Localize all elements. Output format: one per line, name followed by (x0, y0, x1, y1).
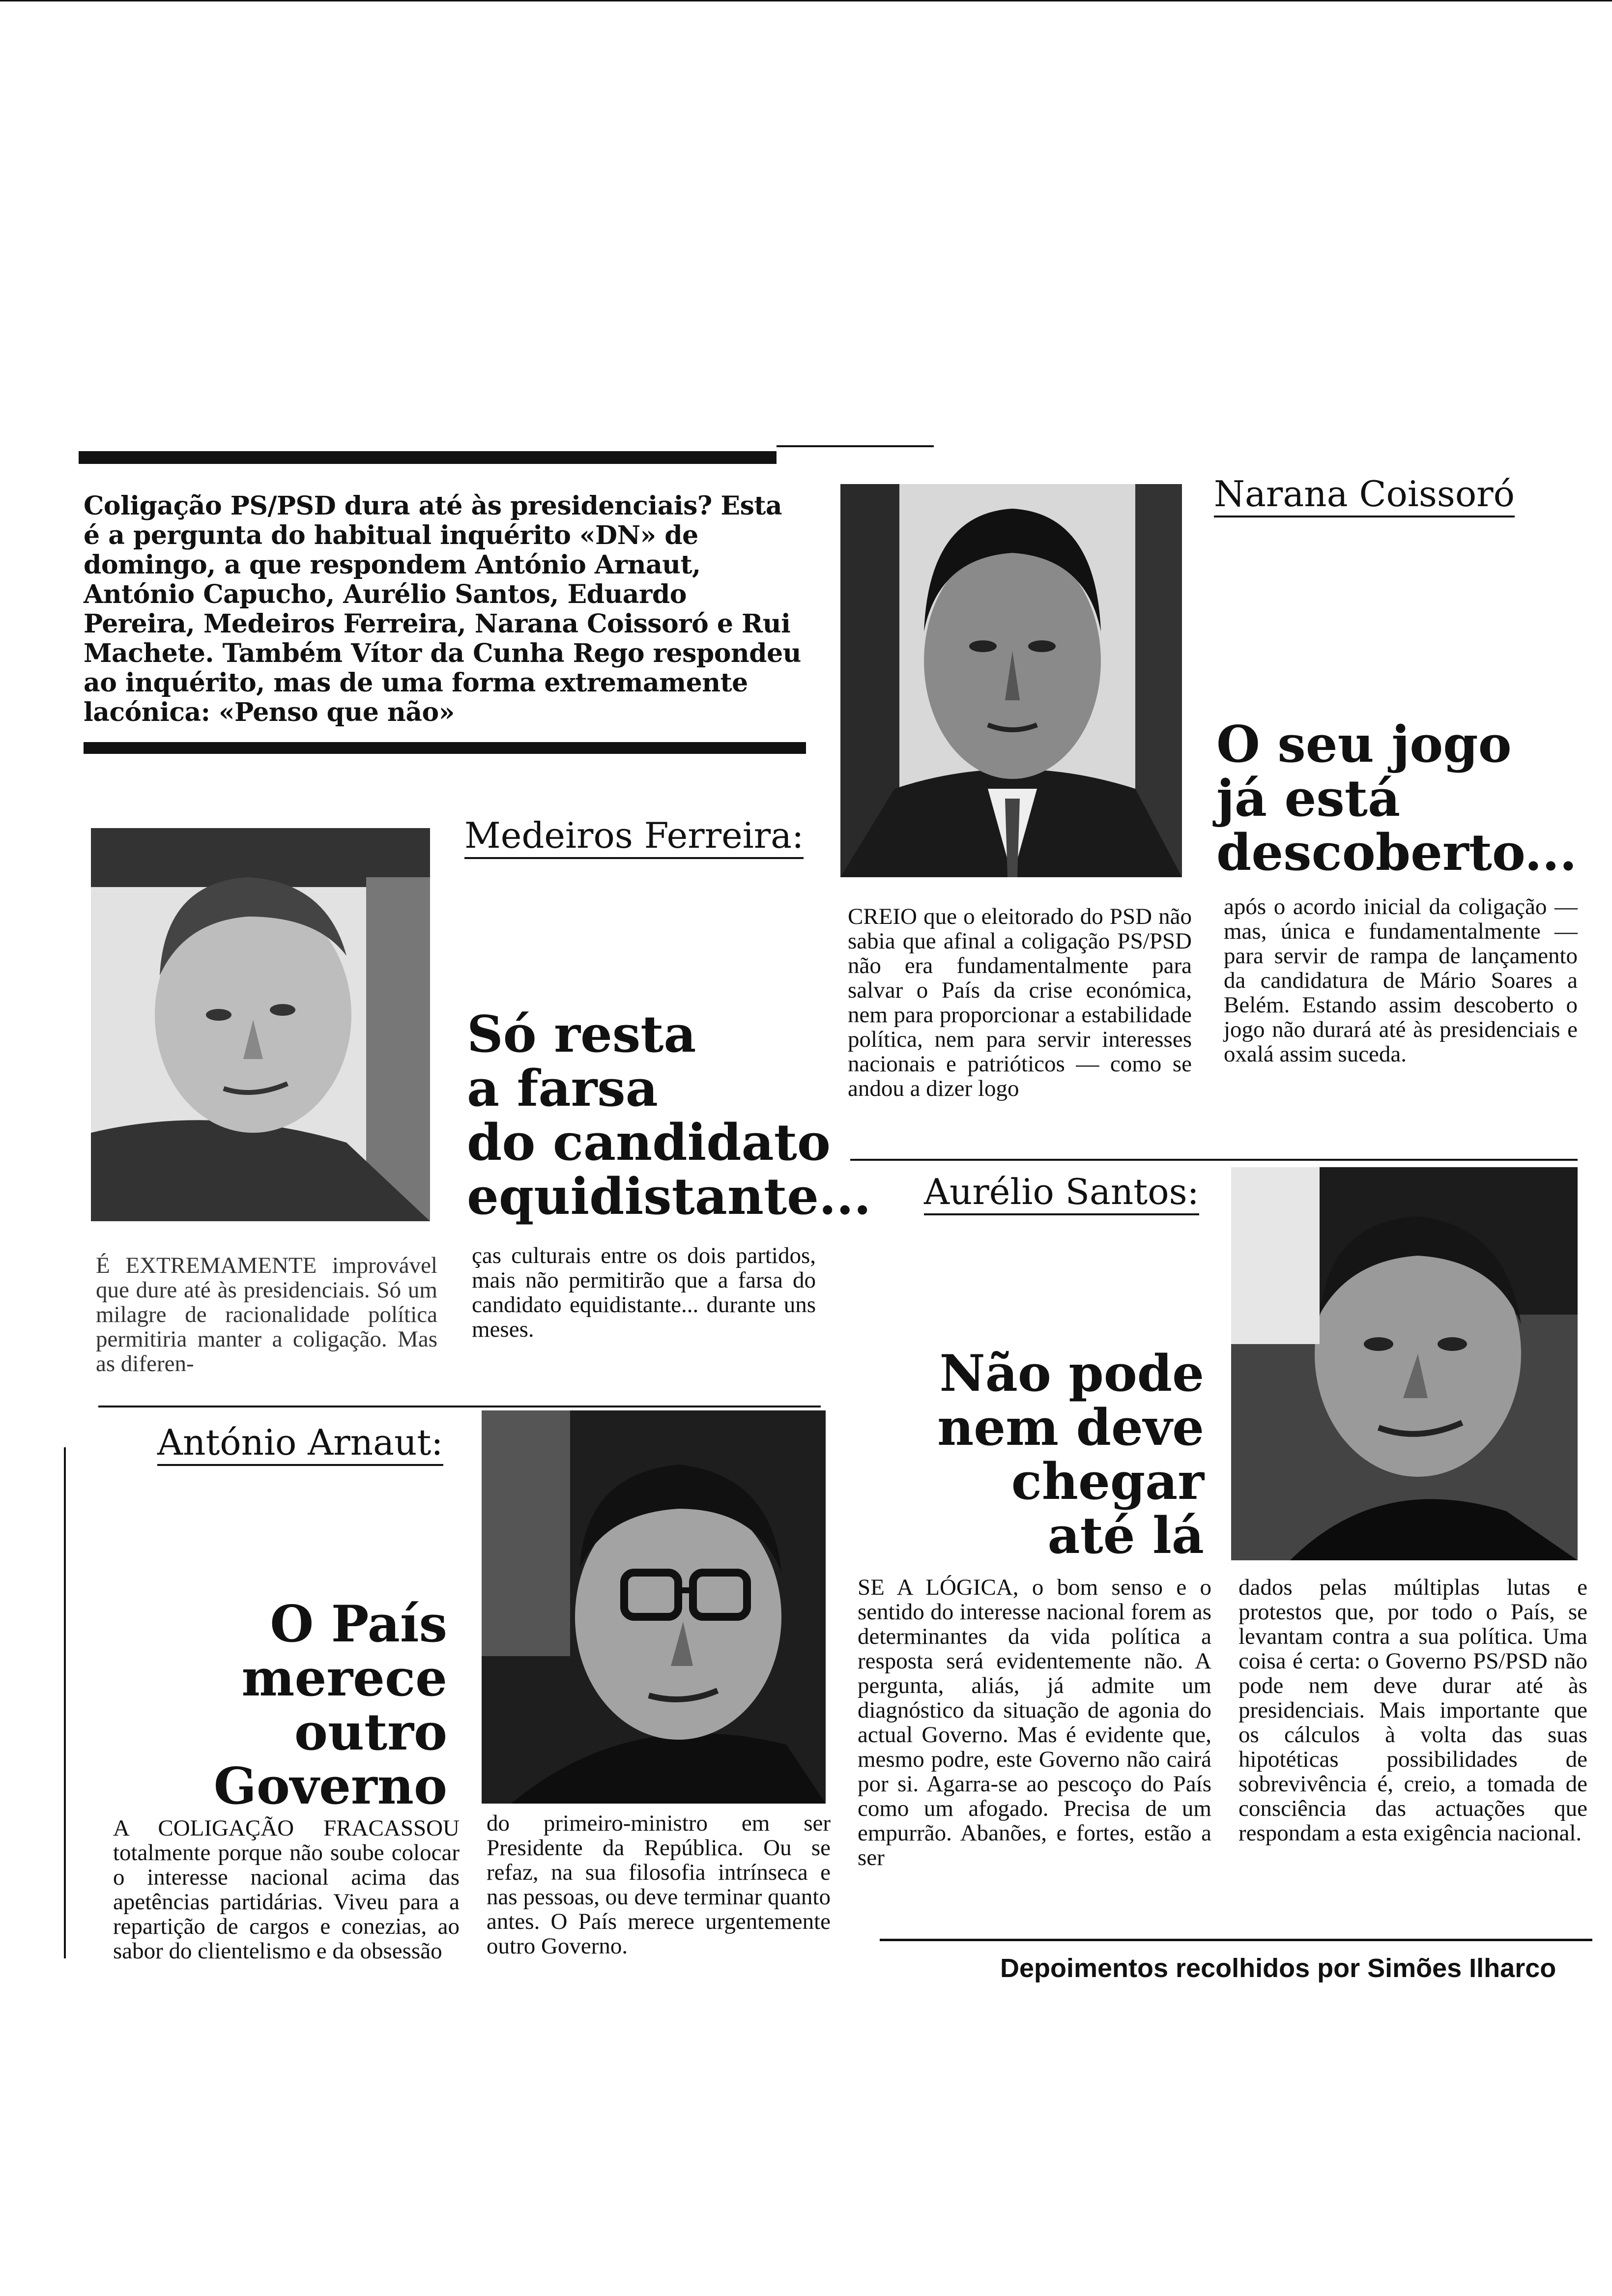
headline-line: descoberto... (1216, 823, 1577, 882)
antonio-arnaut-photo (482, 1410, 826, 1804)
aurelio-bottom-rule (880, 1939, 1592, 1941)
headline-line: chegar (1011, 1452, 1204, 1511)
medeiros-ferreira-photo (91, 828, 430, 1221)
intro-top-rule (79, 451, 777, 464)
medeiros-ferreira-body-col2: ças culturais entre os dois partidos, mais não permitirão que a farsa do candidato equidistante... durante uns meses. (472, 1243, 816, 1342)
credit-line: Depoimentos recolhidos por Simões Ilharco (1000, 1953, 1556, 1983)
narana-coissoro-byline: Narana Coissoró (1214, 474, 1515, 517)
aurelio-santos-body-col2: dados pelas múltiplas lutas e protestos que, por todo o País, se levantam contra a sua política. Uma coisa é certa: o Governo PS/PSD não pode nem deve durar até às presidenciais. Mais importante que os cálculos à volta das suas hipotéticas possibilidades de sobrevivência é, creio, a tomada de consciência das actuações que respondam a esta exigência nacional. (1238, 1575, 1587, 1846)
medeiros-ferreira-body-col1: É EXTREMAMENTE improvável que dure até às presidenciais. Só um milagre de racionalidade política permitiria manter a coligação. Mas as diferen- (96, 1253, 437, 1377)
headline-line: já está (1216, 769, 1401, 828)
intro-bottom-rule (84, 742, 806, 754)
headline-line: do candidato (467, 1113, 831, 1172)
medeiros-bottom-rule (98, 1406, 821, 1407)
aurelio-santos-photo (1231, 1167, 1578, 1560)
headline-line: merece (241, 1649, 447, 1708)
headline-line: outro (294, 1703, 447, 1762)
narana-coissoro-body-col2: após o acordo inicial da coligação — mas, única e fundamentalmente — para servir de rampa de lançamento da candidatura de Mário Soares a Belém. Estando assim descoberto o jogo não durará até às presidenciais e oxalá assim suceda. (1224, 894, 1578, 1067)
antonio-arnaut-headline (162, 1595, 447, 1816)
headline-line: O País (270, 1595, 447, 1654)
narana-coissoro-body-col1: CREIO que o eleitorado do PSD não sabia que afinal a coligação PS/PSD não era fundamentalmente para salvar o País da crise económica, nem para proporcionar a estabilidade política, nem para servir interesses nacionais e patrióticos — como se andou a dizer logo (848, 904, 1192, 1101)
headline-line: Só resta (467, 1005, 696, 1064)
aurelio-santos-body-col1: SE A LÓGICA, o bom senso e o sentido do interesse nacional forem as determinantes da vida política a resposta será evidentemente não. A pergunta, aliás, já admite um diagnóstico da situação de agonia do actual Governo. Mas é evidente que, mesmo podre, este Governo não cairá por si. Agarra-se ao pescoço do País como um afogado. Precisa de um empurrão. Abanões, e fortes, estão a ser (858, 1575, 1211, 1870)
medeiros-ferreira-headline (467, 1005, 871, 1226)
page-top-rule (0, 0, 1612, 1)
aurelio-santos-headline (914, 1344, 1204, 1565)
headline-line: nem deve (937, 1398, 1204, 1457)
headline-line: até lá (1047, 1506, 1204, 1565)
narana-coissoro-headline (1216, 715, 1577, 882)
narana-coissoro-photo (840, 484, 1182, 877)
left-margin-line (64, 1447, 66, 1958)
headline-line: equidistante... (467, 1167, 871, 1226)
aurelio-santos-byline: Aurélio Santos: (924, 1172, 1199, 1215)
headline-line: Governo (213, 1757, 447, 1816)
intro-text: Coligação PS/PSD dura até às presidenciais? Esta é a pergunta do habitual inquérito «DN» de domingo, a que respondem António Arnaut, António Capucho, Aurélio Santos, Eduardo Pereira, Medeiros Ferreira, Narana Coissoró e Rui Machete. Também Vítor da Cunha Rego respondeu ao inquérito, mas de uma forma extremamente lacónica: «Penso que não» (84, 491, 801, 727)
headline-line: O seu jogo (1216, 715, 1512, 774)
antonio-arnaut-body-col1: A COLIGAÇÃO FRACASSOU totalmente porque não soube colocar o interesse nacional acima das apetências partidárias. Viveu para a repartição de cargos e conezias, ao sabor do clientelismo e da obsessão (113, 1815, 460, 1964)
narana-bottom-rule (850, 1159, 1578, 1161)
antonio-arnaut-byline: António Arnaut: (157, 1423, 443, 1466)
medeiros-ferreira-byline: Medeiros Ferreira: (464, 816, 804, 859)
antonio-arnaut-body-col2: do primeiro-ministro em ser Presidente da República. Ou se refaz, na sua filosofia intrínseca e nas pessoas, ou deve terminar quanto antes. O País merece urgentemente outro Governo. (487, 1810, 831, 1959)
intro-top-rule-thin (777, 445, 934, 447)
headline-line: a farsa (467, 1059, 658, 1118)
headline-line: Não pode (939, 1344, 1204, 1403)
